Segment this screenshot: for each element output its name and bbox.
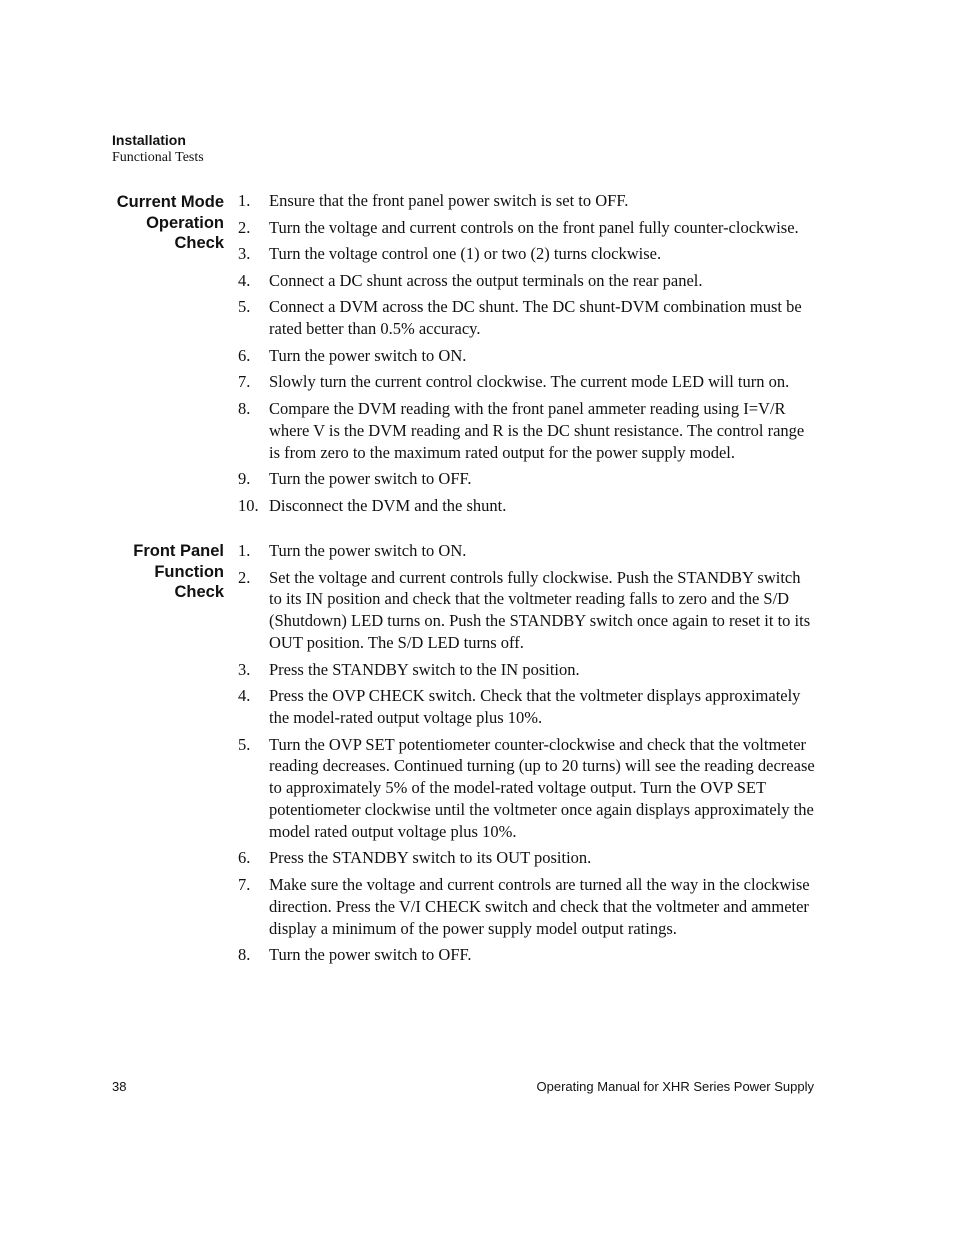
side-heading-line: Current Mode: [116, 193, 224, 211]
step-number: 8.: [238, 945, 251, 965]
list-item: [238, 243, 816, 265]
side-heading-line: Operation: [146, 213, 224, 232]
step-number: 3.: [238, 244, 251, 264]
step-number: 7.: [238, 372, 251, 392]
step-text: Turn the power switch to ON.: [269, 345, 467, 365]
list-item: [238, 345, 816, 367]
list-item: [238, 847, 816, 869]
step-text: Turn the power switch to OFF.: [269, 945, 472, 965]
side-heading: [60, 541, 224, 603]
list-item: [238, 944, 816, 966]
section-title: Functional Tests: [112, 150, 204, 165]
list-item: [238, 217, 816, 239]
step-number: 5.: [238, 734, 251, 754]
footer-title: Operating Manual for XHR Series Power Supply: [536, 1079, 814, 1094]
list-item: [238, 685, 816, 729]
step-number: 3.: [238, 659, 251, 679]
chapter-title: Installation: [112, 132, 186, 148]
step-text: Ensure that the front panel power switch is set to OFF.: [269, 191, 629, 210]
list-item: [238, 495, 816, 517]
step-text: Press the STANDBY switch to its OUT position.: [269, 848, 592, 868]
step-list: [238, 190, 816, 521]
list-item: [238, 371, 816, 393]
step-number: 6.: [238, 848, 251, 868]
step-list: [238, 540, 816, 971]
list-item: [238, 734, 816, 843]
step-number: 10.: [238, 495, 259, 515]
step-text: Press the OVP CHECK switch. Check that the voltmeter displays approximately the model-rated output voltage plus 10%.: [269, 686, 801, 727]
page-number: 38: [112, 1079, 127, 1094]
list-item: [238, 659, 816, 681]
step-text: Turn the OVP SET potentiometer counter-clockwise and check that the voltmeter reading decreases. Continued turning (up to 20 turns) will see the reading decrease to approximately 5% of the model-rated voltage output. Turn the OVP SET potentiometer clockwise until the voltmeter once again displays approximately the model rated output voltage plus 10%.: [269, 734, 815, 841]
side-heading: [60, 192, 224, 254]
step-number: 6.: [238, 345, 251, 365]
step-text: Compare the DVM reading with the front panel ammeter reading using I=V/R where V is the DVM reading and R is the DC shunt resistance. The control range is from zero to the maximum rated output for the power supply model.: [269, 398, 805, 462]
step-text: Turn the power switch to ON.: [269, 541, 467, 560]
step-number: 5.: [238, 297, 251, 317]
list-item: [238, 540, 816, 562]
list-item: [238, 270, 816, 292]
step-text: Press the STANDBY switch to the IN position.: [269, 659, 580, 679]
list-item: [238, 398, 816, 463]
step-text: Turn the power switch to OFF.: [269, 469, 472, 489]
step-text: Turn the voltage control one (1) or two (2) turns clockwise.: [269, 244, 662, 264]
step-text: Slowly turn the current control clockwise. The current mode LED will turn on.: [269, 372, 790, 392]
list-item: [238, 190, 816, 212]
step-number: 4.: [238, 270, 251, 290]
step-number: 8.: [238, 398, 251, 418]
running-header: [112, 131, 204, 167]
side-heading-line: Check: [174, 583, 224, 601]
step-text: Disconnect the DVM and the shunt.: [269, 495, 507, 515]
list-item: [238, 567, 816, 654]
list-item: [238, 296, 816, 340]
step-number: 7.: [238, 874, 251, 894]
step-number: 2.: [238, 567, 251, 587]
side-heading-line: Check: [174, 234, 224, 252]
list-item: [238, 874, 816, 939]
step-number: 1.: [238, 191, 251, 210]
step-number: 9.: [238, 469, 251, 489]
step-text: Make sure the voltage and current controls are turned all the way in the clockwise direction. Press the V/I CHECK switch and check that the voltmeter and ammeter display a minimum of the power supply model output ratings.: [269, 874, 810, 938]
list-item: [238, 468, 816, 490]
step-number: 1.: [238, 541, 251, 560]
step-text: Connect a DC shunt across the output terminals on the rear panel.: [269, 270, 703, 290]
step-number: 4.: [238, 686, 251, 706]
step-text: Turn the voltage and current controls on the front panel fully counter-clockwise.: [269, 217, 799, 237]
step-text: Set the voltage and current controls fully clockwise. Push the STANDBY switch to its IN position and check that the voltmeter reading falls to zero and the S/D (Shutdown) LED turns on. Push the STANDBY switch once again to reset it to its OUT position. The S/D LED turns off.: [269, 567, 811, 652]
side-heading-line: Front Panel: [133, 542, 224, 560]
side-heading-line: Function: [154, 562, 224, 581]
step-text: Connect a DVM across the DC shunt. The DC shunt-DVM combination must be rated better than 0.5% accuracy.: [269, 297, 802, 339]
step-number: 2.: [238, 217, 251, 237]
